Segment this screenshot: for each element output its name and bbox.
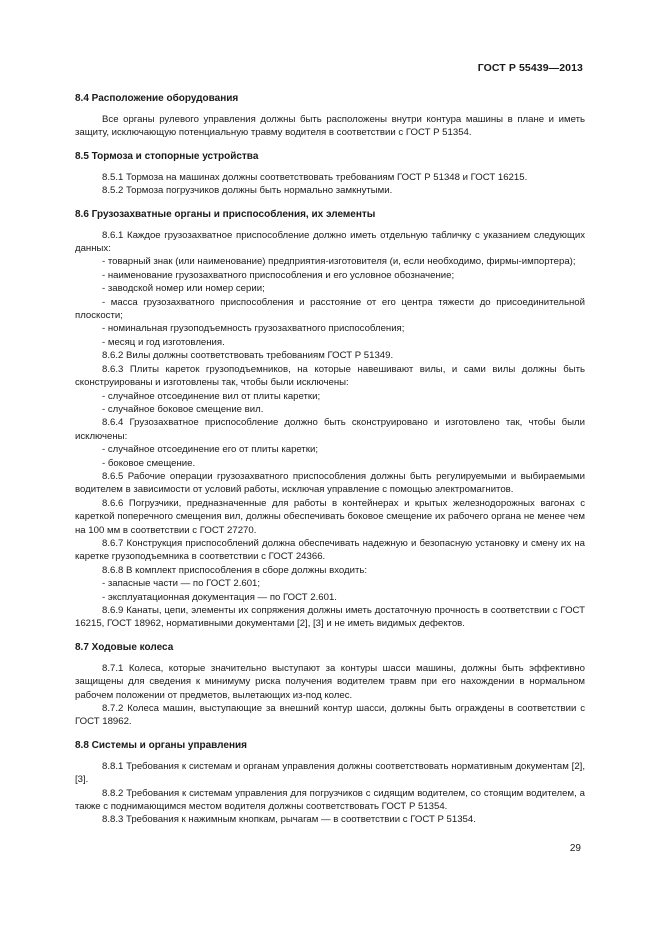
list-item: - боковое смещение. <box>102 457 196 469</box>
paragraph: 8.6.5 Рабочие операции грузозахватного приспособления должны быть регулируемыми и выбираемыми водителем в зависимости от условий работы, исключая управление с помощью электромагнитов. <box>75 470 585 496</box>
paragraph: 8.7.2 Колеса машин, выступающие за внешний контур шасси, должны быть ограждены в соответствии с ГОСТ 18962. <box>75 703 585 728</box>
section-8-6 <box>75 208 585 631</box>
section-title: 8.4 Расположение оборудования <box>75 93 239 104</box>
paragraph: 8.6.2 Вилы должны соответствовать требованиям ГОСТ Р 51349. <box>102 350 394 362</box>
paragraph: 8.6.6 Погрузчики, предназначенные для работы в контейнерах и крытых железнодорожных вагонах с кареткой поперечного смещения вил, должны обеспечивать боковое смещение их рабочего органа не менее чем на 100 мм в соответствии с ГОСТ 27270. <box>75 497 585 536</box>
section-title: 8.8 Системы и органы управления <box>75 739 247 751</box>
paragraph: 8.8.3 Требования к нажимным кнопкам, рычагам — в соответствии с ГОСТ Р 51354. <box>102 814 476 826</box>
list-item: - случайное отсоединение его от плиты каретки; <box>102 444 319 456</box>
list-item: - наименование грузозахватного приспособления и его условное обозначение; <box>102 269 455 281</box>
paragraph: 8.8.1 Требования к системам и органам управления должны соответствовать нормативным документам [2], [3]. <box>75 760 585 786</box>
section-title: 8.5 Тормоза и стопорные устройства <box>75 150 259 162</box>
list-item: - случайное боковое смещение вил. <box>102 403 264 415</box>
section-8-5 <box>75 150 585 198</box>
list-item: - заводской номер или номер серии; <box>102 283 265 295</box>
section-8-4 <box>75 92 585 140</box>
section-title: 8.7 Ходовые колеса <box>75 641 174 653</box>
section-8-8 <box>75 739 585 827</box>
list-item: - запасные части — по ГОСТ 2.601; <box>102 578 261 590</box>
document-body <box>75 92 585 837</box>
list-item: - масса грузозахватного приспособления и расстояние от его центра тяжести до присоединительной плоскости; <box>75 296 585 322</box>
paragraph: 8.6.3 Плиты кареток грузоподъемников, на которые навешивают вилы, и сами вилы должны быть сконструированы и изготовлены так, чтобы были исключены: <box>75 363 585 389</box>
list-item: - эксплуатационная документация — по ГОСТ 2.601. <box>102 591 337 603</box>
paragraph: 8.5.1 Тормоза на машинах должны соответствовать требованиям ГОСТ Р 51348 и ГОСТ 16215. <box>102 171 528 183</box>
paragraph: 8.5.2 Тормоза погрузчиков должны быть нормально замкнутыми. <box>102 185 393 197</box>
paragraph: 8.6.1 Каждое грузозахватное приспособление должно иметь отдельную табличку с указанием следующих данных: <box>75 229 585 255</box>
list-item: - товарный знак (или наименование) предприятия-изготовителя (и, если необходимо, фирмы-импортера); <box>102 256 576 268</box>
document-code-header: ГОСТ Р 55439—2013 <box>477 62 583 74</box>
paragraph: 8.6.4 Грузозахватное приспособление должно быть сконструировано и изготовлено так, чтобы были исключены: <box>75 417 585 442</box>
paragraph: 8.6.8 В комплект приспособления в сборе должны входить: <box>102 564 368 576</box>
paragraph: 8.6.9 Канаты, цепи, элементы их сопряжения должны иметь достаточную прочность в соответствии с ГОСТ 16215, ГОСТ 18962, нормативными документами [2], [3] и не иметь видимых дефектов. <box>75 605 585 630</box>
paragraph: 8.7.1 Колеса, которые значительно выступают за контуры шасси машины, должны быть эффективно защищены для сведения к минимуму риска получения водителем травм при его нахождении в нормальном рабочем положении от предметов, вылетающих из-под колес. <box>75 662 585 701</box>
list-item: - случайное отсоединение вил от плиты каретки; <box>102 390 321 402</box>
section-8-7 <box>75 641 585 729</box>
list-item: - месяц и год изготовления. <box>102 336 225 348</box>
section-title: 8.6 Грузозахватные органы и приспособления, их элементы <box>75 208 376 220</box>
paragraph: 8.8.2 Требования к системам управления для погрузчиков с сидящим водителем, со стоящим водителем, а также с поднимающимся местом водителя должны соответствовать ГОСТ Р 51354. <box>75 787 585 813</box>
paragraph: 8.6.7 Конструкция приспособлений должна обеспечивать надежную и безопасную установку и смену их на каретке грузоподъемника в соответствии с ГОСТ 24366. <box>75 537 585 563</box>
paragraph: Все органы рулевого управления должны быть расположены внутри контура машины в плане и иметь защиту, исключающую потенциальную травму водителя в соответствии с ГОСТ Р 51354. <box>75 114 585 139</box>
list-item: - номинальная грузоподъемность грузозахватного приспособления; <box>102 323 405 335</box>
page-number: 29 <box>569 843 581 854</box>
